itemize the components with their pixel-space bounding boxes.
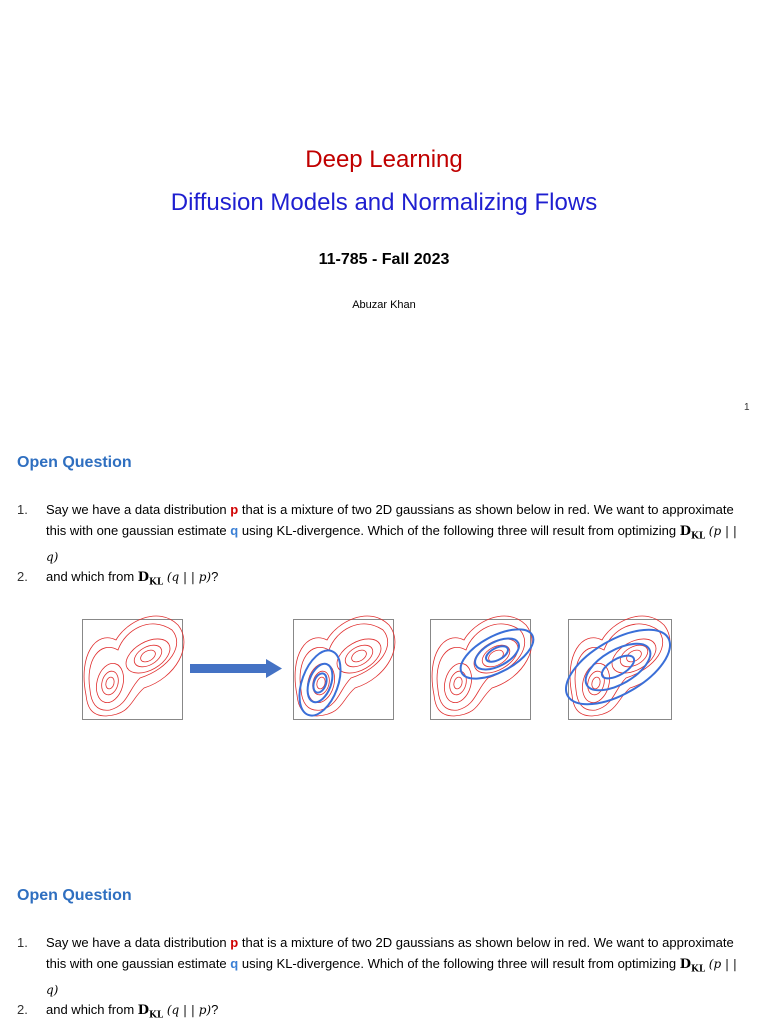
kl-arguments: (q | | p) [166,1003,212,1018]
question-item-1 [17,933,747,1000]
page-number: 1 [744,402,750,413]
section-heading: Open Question [17,887,132,904]
question-text [46,1000,747,1026]
q-symbol: q [230,522,239,538]
text-run: that is a mixture of two 2D gaussians as shown below in red. We want to approximate this with one gaussian estimate [46,502,734,538]
author-name: Abuzar Khan [352,299,416,311]
kl-divergence-symbol: $D_{KL}$ [679,956,706,975]
kl-divergence-symbol: $D_{KL}$ [137,570,164,588]
text-run: and which from [46,1002,138,1018]
course-label: 11-785 - Fall 2023 [318,251,450,268]
p-contours [84,616,184,716]
kl-arguments: (p | | q) [46,523,737,564]
text-run: ? [211,1002,219,1018]
p-contours [295,616,395,716]
list-number: 1. [17,502,28,517]
list-number: 2. [17,569,28,585]
kl-arguments: (q | | p) [166,570,212,585]
text-run: and which from [46,569,138,585]
text-run: using KL-divergence. Which of the following three will result from optimizing [238,955,680,971]
kl-arguments: (p | | q) [46,956,737,997]
p-symbol: p [230,935,239,950]
slide-subtitle: Diffusion Models and Normalizing Flows [170,189,598,216]
question-item-2 [17,1000,747,1026]
kl-divergence-symbol: $D_{KL}$ [679,523,706,542]
question-text [46,933,747,1000]
q-symbol: q [230,955,239,971]
arrow-right-icon [190,659,282,678]
text-run: Say we have a data distribution [46,935,231,950]
slide-title: Deep Learning [305,146,463,173]
question-list [17,933,747,1026]
kl-divergence-symbol: $D_{KL}$ [137,1003,164,1021]
p-contours [432,616,532,716]
text-run: Say we have a data distribution [46,502,231,517]
p-symbol: p [230,502,239,517]
text-run: using KL-divergence. Which of the following three will result from optimizing [238,522,680,538]
section-heading: Open Question [17,454,132,471]
text-run: ? [211,569,219,585]
text-run: that is a mixture of two 2D gaussians as shown below in red. We want to approximate this with one gaussian estimate [46,935,734,971]
list-number: 1. [17,935,28,950]
list-number: 2. [17,1002,28,1018]
